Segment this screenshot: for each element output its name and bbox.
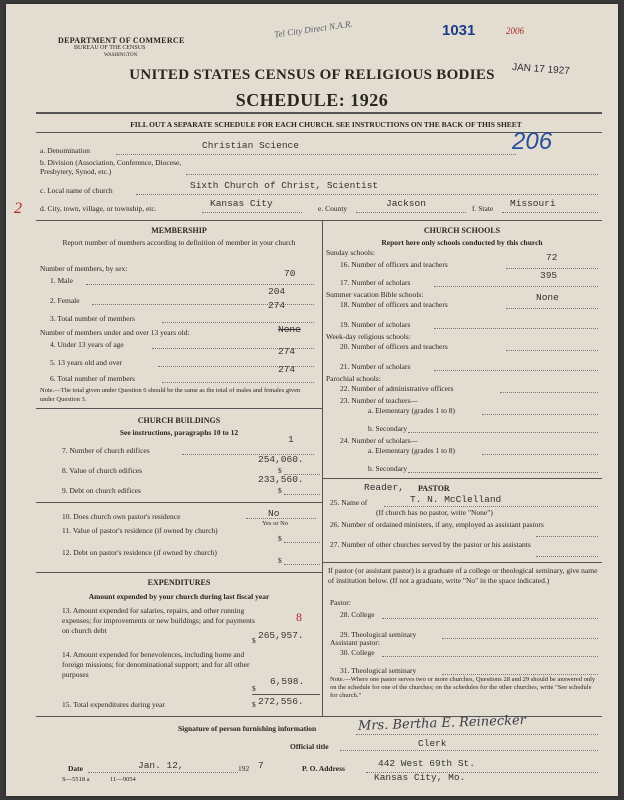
membership-note: Note.—The total given under Question 6 should be the same as the total of males and females given under Question 3.: [40, 387, 301, 403]
signature: Mrs. Bertha E. Reinecker: [357, 713, 527, 734]
q23-label: 23. Number of teachers—: [340, 396, 418, 405]
graduate-note: If pastor (or assistant pastor) is a graduate of a college or theological seminary, give name of institution below. (If not a graduate, write "No" in the space indicated.): [328, 566, 598, 585]
bureau-name: BUREAU OF THE CENSUS: [74, 45, 146, 51]
q2-value: 204: [268, 286, 286, 297]
field-line: [482, 454, 598, 455]
q1-value: 70: [284, 268, 296, 279]
divider: [36, 112, 602, 114]
field-line: [382, 656, 598, 657]
q22-label: 22. Number of administrative officers: [340, 384, 454, 393]
field-line: [246, 518, 316, 519]
reader-value: Reader,: [364, 482, 404, 493]
blue-number: 206: [512, 128, 553, 155]
date-label: Date: [68, 764, 83, 773]
expenditures-heading: EXPENDITURES: [147, 578, 211, 587]
field-line: [356, 212, 466, 213]
field-line: [186, 174, 598, 175]
red-mark: 8: [296, 610, 302, 624]
pastor-subhead: Pastor:: [330, 598, 351, 607]
field-line: [506, 268, 598, 269]
membership-heading: MEMBERSHIP: [151, 226, 207, 235]
field-line: [162, 322, 314, 323]
field-line: [162, 382, 314, 383]
dollar-sign: $: [278, 486, 282, 495]
q6-value: 274: [278, 364, 296, 375]
field-line: [384, 506, 598, 507]
q4-label: 4. Under 13 years of age: [50, 340, 124, 349]
received-stamp: JAN 17 1927: [511, 61, 571, 78]
q23b-label: b. Secondary: [368, 424, 408, 433]
county-label: e. County: [318, 204, 348, 213]
q23a-label: a. Elementary (grades 1 to 8): [368, 406, 456, 415]
under-over-label: Number of members under and over 13 years old:: [40, 328, 190, 337]
census-form: [6, 4, 618, 796]
expenditures-sub: Amount expended by your church during last fiscal year: [88, 592, 270, 601]
field-line: [502, 212, 598, 213]
city-value: Kansas City: [210, 198, 273, 209]
department-name: DEPARTMENT OF COMMERCE: [58, 36, 185, 45]
q24-label: 24. Number of scholars—: [340, 436, 418, 445]
q25-label: 25. Name of: [330, 498, 368, 507]
field-line: [506, 308, 598, 309]
q12-label: 12. Debt on pastor's residence (if owned by church): [62, 548, 217, 557]
q16-label: 16. Number of officers and teachers: [340, 260, 448, 269]
divider: [322, 478, 602, 479]
field-line: [284, 494, 320, 495]
q15-label: 15. Total expenditures during year: [62, 700, 165, 709]
field-line: [434, 286, 598, 287]
q13-label: 13. Amount expended for salaries, repairs, and other running expenses; for improvements or new buildings; and for payments on church debt: [62, 606, 255, 635]
field-line: [356, 734, 598, 735]
field-line: [482, 414, 598, 415]
schedule-title: SCHEDULE: 1926: [235, 90, 389, 110]
q29-label: 29. Theological seminary: [340, 630, 417, 639]
q8-label: 8. Value of church edifices: [62, 466, 143, 475]
field-line: [434, 328, 598, 329]
title-label: Official title: [290, 742, 329, 751]
field-line: [136, 194, 598, 195]
q5-label: 5. 13 years old and over: [50, 358, 123, 367]
q16-value: 72: [546, 252, 558, 263]
stamp-number: 1031: [442, 22, 476, 39]
year-prefix: 192: [238, 764, 250, 773]
dollar-sign: $: [252, 684, 256, 693]
field-line: [284, 542, 320, 543]
dollar-sign: $: [252, 636, 256, 645]
instructions: FILL OUT A SEPARATE SCHEDULE FOR EACH CHURCH. SEE INSTRUCTIONS ON THE BACK OF THIS SHEET: [130, 120, 522, 129]
title-value: Clerk: [418, 738, 447, 749]
state-label: f. State: [472, 204, 494, 213]
print-code: 11—9054: [110, 776, 136, 783]
field-line: [506, 350, 598, 351]
state-value: Missouri: [510, 198, 556, 209]
q9-value: 233,560.: [258, 474, 304, 485]
q1-label: 1. Male: [50, 276, 73, 285]
q19-label: 19. Number of scholars: [340, 320, 411, 329]
local-name-value: Sixth Church of Christ, Scientist: [190, 180, 379, 191]
pencil-note: Tel City Direct N.A.R.: [273, 18, 354, 40]
q6-label: 6. Total number of members: [50, 374, 135, 383]
q7-value: 1: [288, 434, 294, 445]
q21-label: 21. Number of scholars: [340, 362, 411, 371]
divider: [36, 572, 322, 573]
divider: [252, 694, 320, 695]
buildings-heading: CHURCH BUILDINGS: [137, 416, 221, 425]
q2-label: 2. Female: [50, 296, 80, 305]
po-line1: 442 West 69th St.: [378, 758, 475, 769]
field-line: [116, 154, 516, 155]
division-label: b. Division (Association, Conference, Diocese, Presbytery, Synod, etc.): [40, 158, 182, 176]
assistant-subhead: Assistant pastor:: [330, 638, 380, 647]
schools-intro: Report here only schools conducted by this church: [381, 238, 543, 247]
q8-value: 254,060.: [258, 454, 304, 465]
field-line: [434, 370, 598, 371]
q10-label: 10. Does church own pastor's residence: [62, 512, 181, 521]
po-label: P. O. Address: [302, 764, 345, 773]
dollar-sign: $: [252, 700, 256, 709]
divider: [36, 220, 602, 221]
pastor-note: Note.—Where one pastor serves two or more churches, Questions 28 and 29 should be answered only on the schedule for one of the churches; on the schedules for the other churches, write "See schedule for church.": [330, 676, 596, 699]
field-line: [382, 618, 598, 619]
field-line: [340, 750, 598, 751]
none-value: None: [278, 324, 301, 335]
q28-label: 28. College: [340, 610, 375, 619]
divider: [36, 502, 322, 503]
q10-value: No: [268, 508, 280, 519]
membership-intro: Report number of members according to definition of member in your church: [62, 238, 296, 247]
q31-label: 31. Theological seminary: [340, 666, 417, 675]
q25-value: T. N. McClelland: [410, 494, 502, 505]
po-line2: Kansas City, Mo.: [374, 772, 466, 783]
field-line: [536, 536, 598, 537]
field-line: [284, 564, 320, 565]
q24a-label: a. Elementary (grades 1 to 8): [368, 446, 456, 455]
field-line: [202, 212, 302, 213]
pastor-heading: PASTOR: [418, 484, 450, 493]
q15-value: 272,556.: [258, 696, 304, 707]
year-digit: 7: [258, 760, 264, 771]
form-code: S—5518 a: [62, 776, 90, 783]
q24b-label: b. Secondary: [368, 464, 408, 473]
q27-label: 27. Number of other churches served by the pastor or his assistants: [330, 540, 531, 549]
q11-label: 11. Value of pastor's residence (if owned by church): [62, 526, 218, 535]
dollar-sign: $: [278, 534, 282, 543]
q14-value: 6,598.: [270, 676, 305, 687]
q14-label: 14. Amount expended for benevolences, including home and foreign missions; for denominational support; and for all other purposes: [62, 650, 250, 679]
divider: [36, 408, 322, 409]
q9-label: 9. Debt on church edifices: [62, 486, 141, 495]
q18-label: 18. Number of officers and teachers: [340, 300, 448, 309]
signature-label: Signature of person furnishing information: [178, 724, 317, 733]
field-line: [500, 392, 598, 393]
q30-label: 30. College: [340, 648, 375, 657]
q7-label: 7. Number of church edifices: [62, 446, 150, 455]
county-value: Jackson: [386, 198, 426, 209]
column-divider: [322, 220, 323, 716]
dollar-sign: $: [278, 556, 282, 565]
field-line: [86, 284, 314, 285]
schools-heading: CHURCH SCHOOLS: [423, 226, 501, 235]
date-value: Jan. 12,: [138, 760, 184, 771]
form-title: UNITED STATES CENSUS OF RELIGIOUS BODIES: [129, 67, 495, 83]
q18-value: None: [536, 292, 559, 303]
weekday-label: Week-day religious schools:: [326, 332, 411, 341]
q3-label: 3. Total number of members: [50, 314, 135, 323]
divider: [322, 562, 602, 563]
city-name: WASHINGTON: [104, 53, 138, 58]
summer-label: Summer vacation Bible schools:: [326, 290, 424, 299]
q5-value: 274: [278, 346, 296, 357]
field-line: [88, 772, 238, 773]
parochial-label: Parochial schools:: [326, 374, 381, 383]
local-name-label: c. Local name of church: [40, 186, 113, 195]
sunday-label: Sunday schools:: [326, 248, 375, 257]
q20-label: 20. Number of officers and teachers: [340, 342, 448, 351]
city-label: d. City, town, village, or township, etc.: [40, 204, 157, 213]
denomination-value: Christian Science: [202, 140, 299, 151]
q26-label: 26. Number of ordained ministers, if any, employed as assistant pastors: [330, 520, 544, 529]
q17-label: 17. Number of scholars: [340, 278, 411, 287]
red-note: 2006: [506, 26, 524, 36]
q13-value: 265,957.: [258, 630, 304, 641]
q3-value: 274: [268, 300, 286, 311]
dollar-sign: $: [278, 466, 282, 475]
field-line: [408, 432, 598, 433]
buildings-sub: See instructions, paragraphs 10 to 12: [119, 428, 239, 437]
q17-value: 395: [540, 270, 558, 281]
q25-hint: (If church has no pastor, write "None"): [376, 508, 493, 517]
field-line: [442, 674, 598, 675]
field-line: [536, 556, 598, 557]
denomination-label: a. Denomination: [40, 146, 90, 155]
margin-mark: 2: [14, 200, 22, 217]
yes-no-hint: Yes or No: [262, 520, 289, 527]
field-line: [442, 638, 598, 639]
by-sex-label: Number of members, by sex:: [40, 264, 128, 273]
field-line: [408, 472, 598, 473]
